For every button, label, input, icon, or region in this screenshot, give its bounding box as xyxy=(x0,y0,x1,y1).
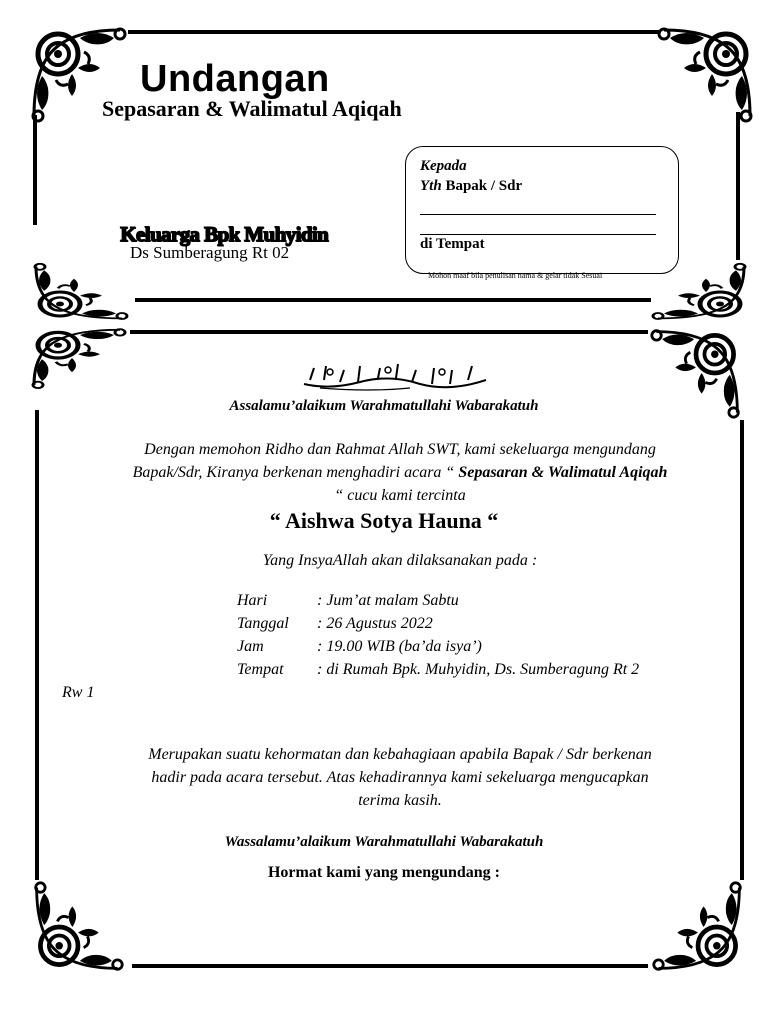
main-left-line xyxy=(35,410,39,880)
top-card-bottom-line xyxy=(135,298,651,302)
recipient-yth xyxy=(420,178,522,195)
intro-line-2-text: Bapak/Sdr, Kiranya berkenan menghadiri acara “ xyxy=(132,464,459,481)
recipient-di-tempat: di Tempat xyxy=(420,236,485,252)
top-border-line xyxy=(128,30,660,34)
detail-label: Tanggal xyxy=(237,615,289,632)
closing-greeting: Wassalamu’alaikum Warahmatullahi Wabarakatuh xyxy=(224,834,544,850)
ornament-corner-icon xyxy=(28,880,128,974)
intro-paragraph xyxy=(60,438,740,507)
event-name: Sepasaran & Walimatul Aqiqah xyxy=(458,464,668,481)
invitation-subtitle: Sepasaran & Walimatul Aqiqah xyxy=(102,96,402,121)
recipient-address-line[interactable] xyxy=(420,218,656,235)
recipient-name-line[interactable] xyxy=(420,198,656,215)
ornament-corner-icon xyxy=(656,24,756,124)
apology-note: Mohon maaf bila penulisan nama & gelar tidak Sesuai xyxy=(428,271,603,280)
detail-label: Hari xyxy=(237,592,268,609)
detail-value: : 26 Agustus 2022 xyxy=(317,615,433,632)
main-bottom-line xyxy=(132,964,648,968)
top-card-right-line xyxy=(736,112,740,260)
detail-value: : 19.00 WIB (ba’da isya’) xyxy=(317,638,482,655)
main-right-line xyxy=(740,420,744,880)
detail-label: Jam xyxy=(237,638,264,655)
closing-line-1: Merupakan suatu kehormatan dan kebahagiaan apabila Bapak / Sdr berkenan xyxy=(148,746,652,763)
top-card-left-line xyxy=(33,115,37,225)
yth-prefix: Yth xyxy=(420,178,442,194)
opening-greeting: Assalamu’alaikum Warahmatullahi Wabarakatuh xyxy=(229,398,539,414)
closing-line-2: hadir pada acara tersebut. Atas kehadirannya kami sekeluarga mengucapkan xyxy=(151,769,649,786)
closing-paragraph xyxy=(60,743,740,812)
intro-line-3: “ cucu kami tercinta xyxy=(334,487,466,504)
recipient-kepada: Kepada xyxy=(420,158,467,174)
ornament-corner-icon xyxy=(30,262,130,322)
intro-line-1: Dengan memohon Ridho dan Rahmat Allah SWT, kami sekeluarga mengundang xyxy=(144,441,656,458)
intro-line-2 xyxy=(60,461,740,484)
detail-label: Tempat xyxy=(237,661,284,678)
invitation-title: Undangan xyxy=(140,58,330,100)
schedule-intro: Yang InsyaAllah akan dilaksanakan pada : xyxy=(262,552,538,569)
detail-value: : di Rumah Bpk. Muhyidin, Ds. Sumberagung Rt 2 xyxy=(317,661,640,678)
closing-line-3: terima kasih. xyxy=(358,792,442,809)
main-top-line xyxy=(130,330,648,334)
yth-rest: Bapak / Sdr xyxy=(441,178,523,194)
child-name: “ Aishwa Sotya Hauna “ xyxy=(269,508,499,533)
detail-value: : Jum’at malam Sabtu xyxy=(317,592,459,609)
host-family-text: Keluarga Bpk Muhyidin xyxy=(120,222,328,246)
ornament-corner-icon xyxy=(648,880,748,974)
ornament-corner-icon xyxy=(28,326,128,390)
host-address: Ds Sumberagung Rt 02 xyxy=(130,243,290,262)
detail-wrap: Rw 1 xyxy=(62,684,95,701)
basmalah-calligraphy-icon xyxy=(300,362,490,392)
signature-line: Hormat kami yang mengundang : xyxy=(267,864,501,881)
